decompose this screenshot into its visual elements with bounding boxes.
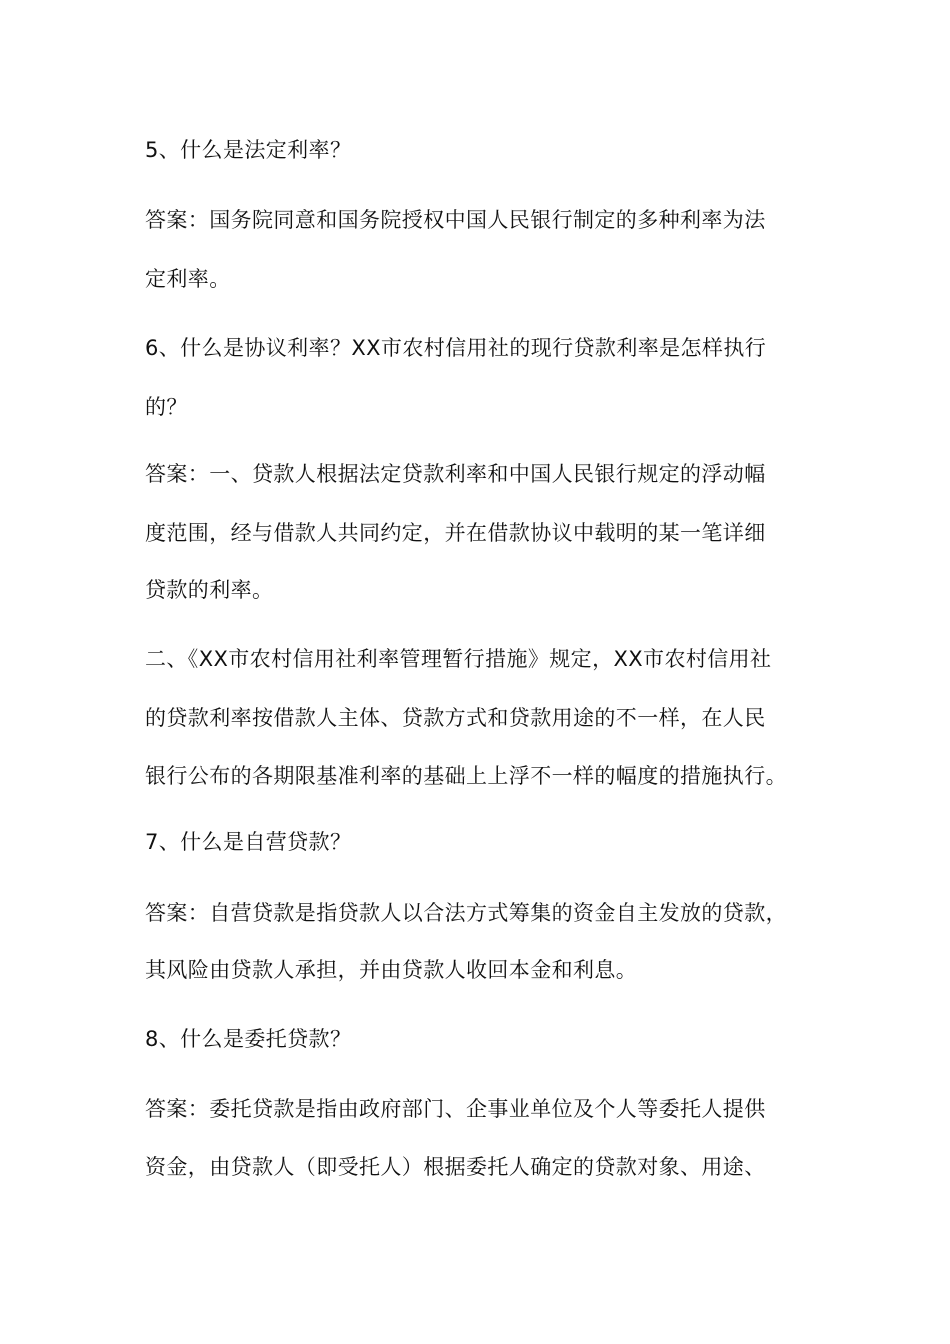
answer-6-line-1: 答案：一、贷款人根据法定贷款利率和中国人民银行规定的浮动幅 [145,462,766,486]
answer-7-line-1: 答案：自营贷款是指贷款人以合法方式筹集的资金自主发放的贷款， [145,901,787,925]
question-7: 7、什么是自营贷款？ [145,830,352,854]
answer-8-line-1: 答案：委托贷款是指由政府部门、企事业单位及个人等委托人提供 [145,1097,766,1121]
answer-6-part-2-line-2: 的贷款利率按借款人主体、贷款方式和贷款用途的不一样，在人民 [145,706,766,730]
answer-8-line-2: 资金，由贷款人（即受托人）根据委托人确定的贷款对象、用途、 [145,1155,766,1179]
question-5: 5、什么是法定利率？ [145,138,352,162]
answer-6-line-2: 度范围，经与借款人共同约定，并在借款协议中载明的某一笔详细 [145,521,766,545]
answer-5-line-2: 定利率。 [145,267,231,291]
answer-7-line-2: 其风险由贷款人承担，并由贷款人收回本金和利息。 [145,958,638,982]
answer-6-part-2-line-3: 银行公布的各期限基准利率的基础上上浮不一样的幅度的措施执行。 [145,764,787,788]
answer-6-part-2-line-1: 二、《XX市农村信用社利率管理暂行措施》规定，XX市农村信用社 [145,647,772,671]
answer-5-line-1: 答案：国务院同意和国务院授权中国人民银行制定的多种利率为法 [145,208,766,232]
question-6-line-1: 6、什么是协议利率？XX市农村信用社的现行贷款利率是怎样执行 [145,336,767,360]
question-8: 8、什么是委托贷款？ [145,1027,352,1051]
question-6-line-2: 的？ [145,395,188,419]
answer-6-line-3: 贷款的利率。 [145,578,274,602]
